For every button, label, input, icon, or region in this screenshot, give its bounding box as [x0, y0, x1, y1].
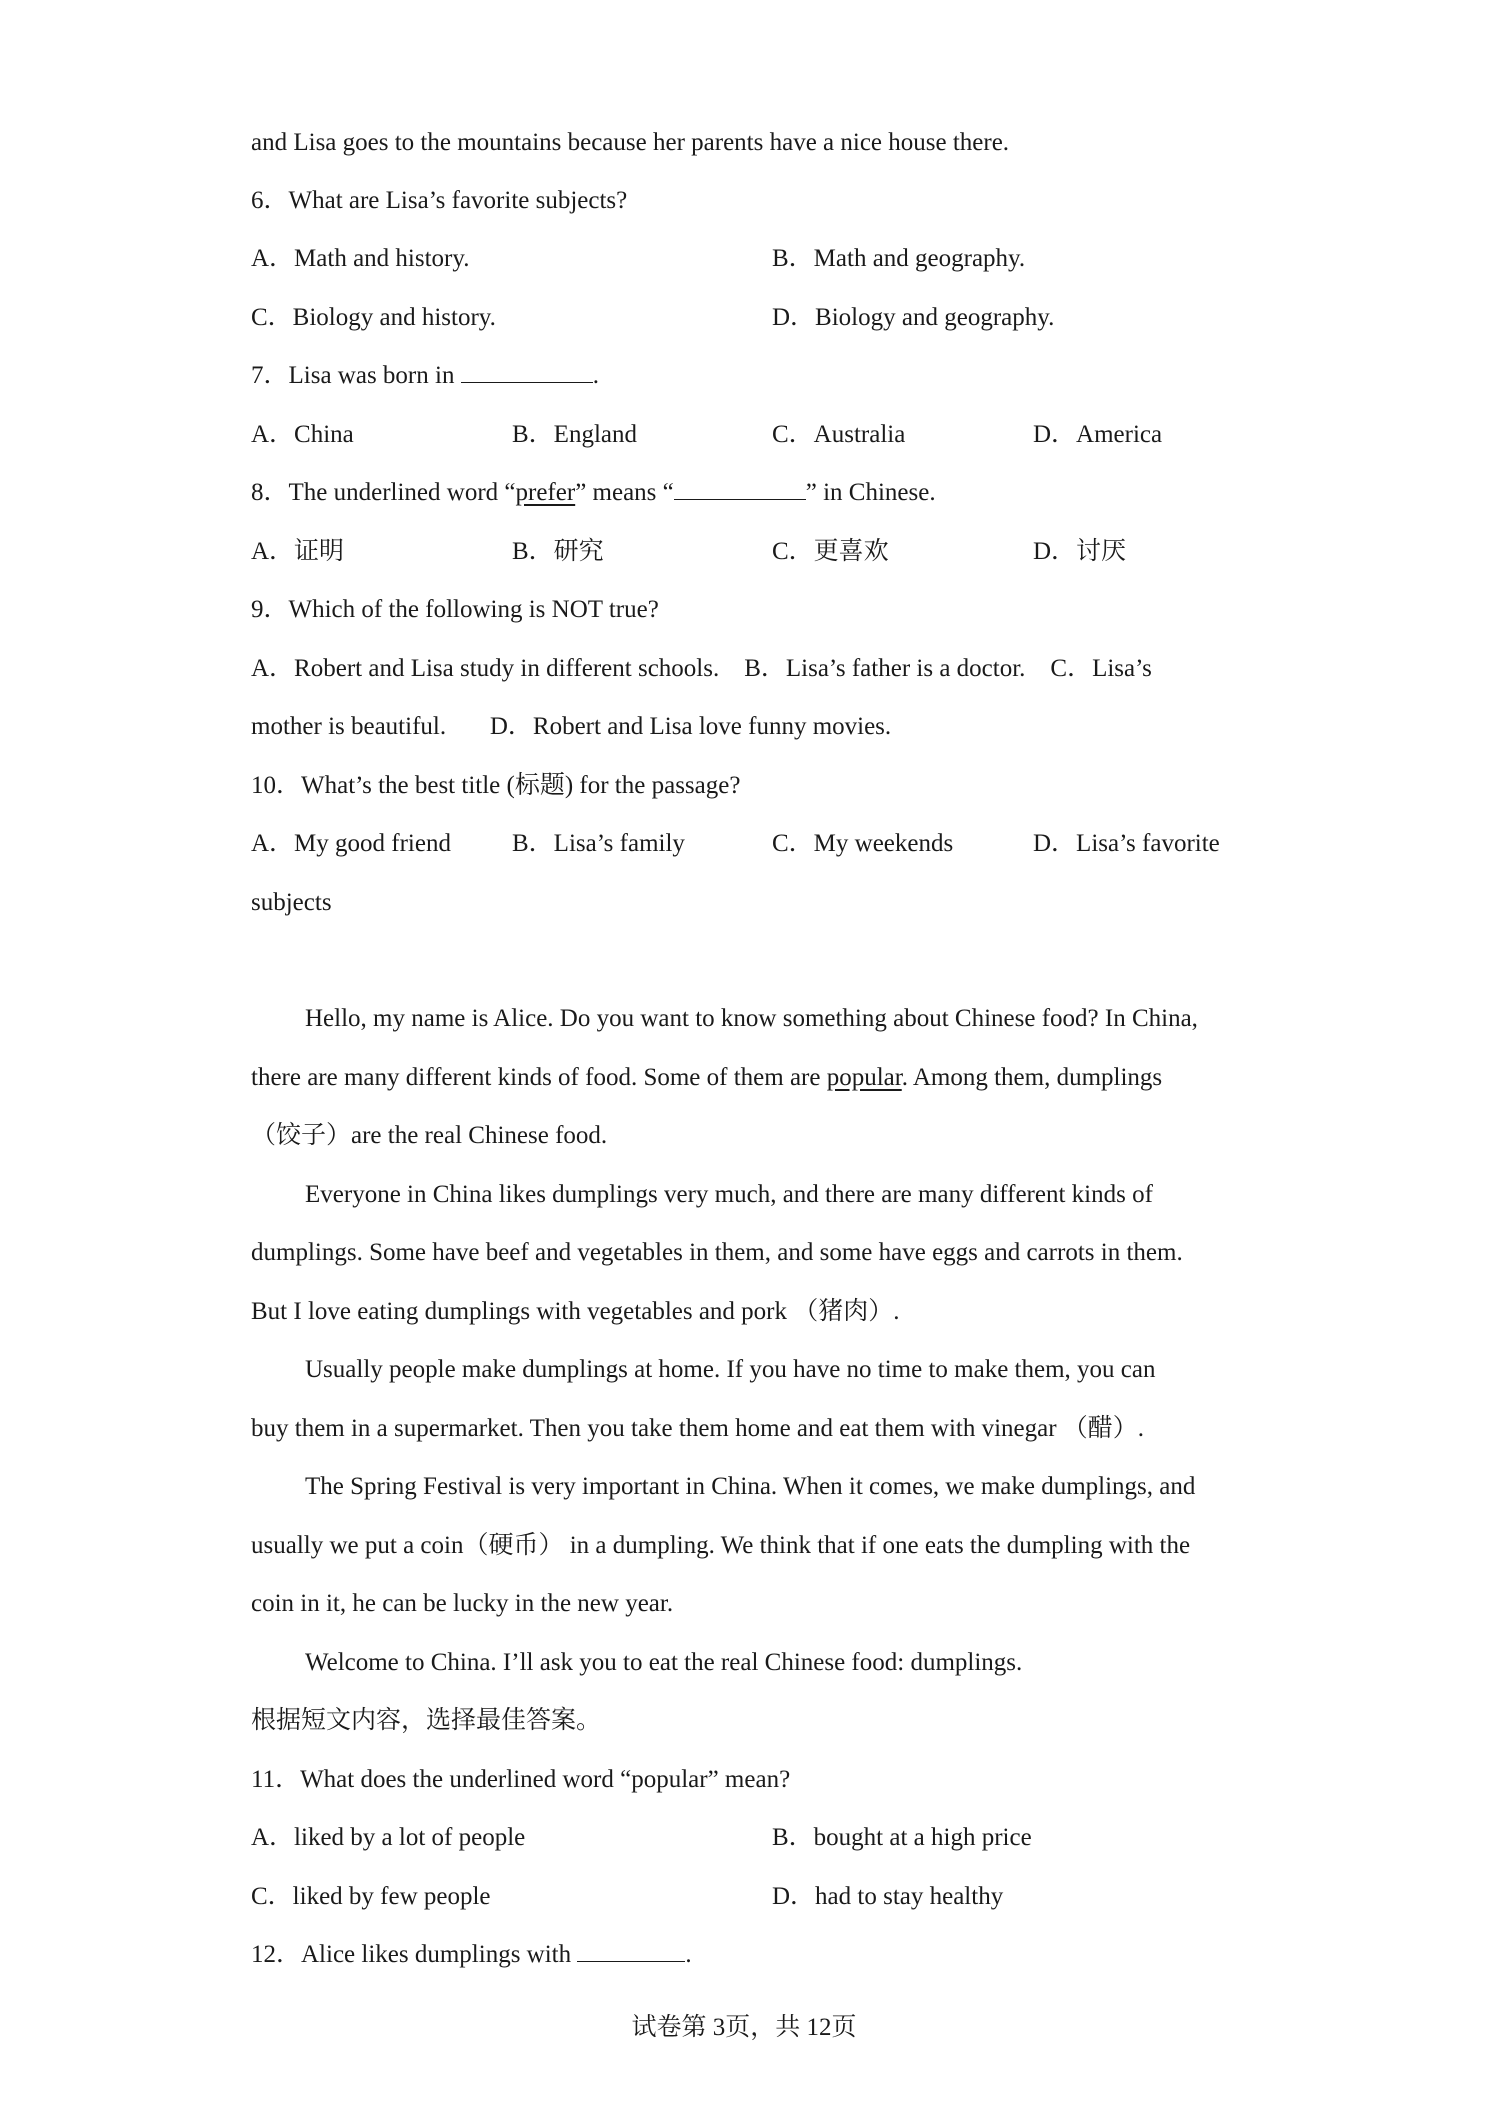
- section-instruction: 根据短文内容，选择最佳答案。: [251, 1707, 602, 1734]
- page-footer: 试卷第 3页，共 12页: [631, 2014, 857, 2041]
- q8-option-d: D．讨厌: [1033, 538, 1127, 565]
- q11-option-c: C．liked by few people: [251, 1883, 491, 1910]
- passage-paragraph-4-line-1: The Spring Festival is very important in China. When it comes, we make dumplings, and: [305, 1473, 1196, 1500]
- q8-blank: [674, 475, 806, 500]
- question-7: [251, 356, 599, 396]
- q8-underlined-word: prefer: [515, 479, 576, 506]
- q7-text: 7．Lisa was born in: [251, 362, 461, 389]
- passage-paragraph-2-line-1: Everyone in China likes dumplings very much, and there are many different kinds of: [305, 1181, 1153, 1208]
- q7-option-b: B．England: [512, 421, 637, 448]
- question-8: [251, 473, 936, 513]
- q6-option-b: B．Math and geography.: [772, 245, 1026, 272]
- q8-text-mid: ” means “: [575, 479, 674, 506]
- passage-paragraph-4-line-2: usually we put a coin（硬币） in a dumpling. We think that if one eats the dumpling with the: [251, 1532, 1191, 1559]
- passage-paragraph-2-line-2: dumplings. Some have beef and vegetables in them, and some have eggs and carrots in them.: [251, 1239, 1183, 1266]
- q10-option-c: C．My weekends: [772, 830, 954, 857]
- q11-option-b: B．bought at a high price: [772, 1824, 1032, 1851]
- question-10: 10．What’s the best title (标题) for the passage?: [251, 772, 741, 799]
- q7-option-c: C．Australia: [772, 421, 906, 448]
- q12-blank: [577, 1937, 685, 1962]
- q12-end: .: [685, 1941, 692, 1968]
- q9-options-line-2: mother is beautiful. D．Robert and Lisa love funny movies.: [251, 713, 892, 740]
- p1-text-end: . Among them, dumplings: [901, 1064, 1163, 1091]
- passage-paragraph-2-line-3: But I love eating dumplings with vegetables and pork （猪肉）.: [251, 1298, 900, 1325]
- passage-paragraph-3-line-2: buy them in a supermarket. Then you take them home and eat them with vinegar （醋）.: [251, 1415, 1145, 1442]
- q8-option-b: B．研究: [512, 538, 604, 565]
- q12-text: 12．Alice likes dumplings with: [251, 1941, 578, 1968]
- passage-paragraph-1-line-1: Hello, my name is Alice. Do you want to know something about Chinese food? In China,: [305, 1005, 1198, 1032]
- q11-option-d: D．had to stay healthy: [772, 1883, 1004, 1910]
- p1-text: there are many different kinds of food. Some of them are: [251, 1064, 827, 1091]
- passage-paragraph-3-line-1: Usually people make dumplings at home. If you have no time to make them, you can: [305, 1356, 1156, 1383]
- q9-options-line-1: A．Robert and Lisa study in different schools. B．Lisa’s father is a doctor. C．Lisa’s: [251, 655, 1152, 682]
- q8-option-a: A．证明: [251, 538, 345, 565]
- q6-option-d: D．Biology and geography.: [772, 304, 1055, 331]
- q10-option-a: A．My good friend: [251, 830, 451, 857]
- passage-paragraph-1-line-2: [251, 1058, 1162, 1098]
- passage-paragraph-5: Welcome to China. I’ll ask you to eat the real Chinese food: dumplings.: [305, 1649, 1023, 1676]
- question-11: 11．What does the underlined word “popular” mean?: [251, 1766, 791, 1793]
- passage-paragraph-4-line-3: coin in it, he can be lucky in the new year.: [251, 1590, 674, 1617]
- q10-option-d-continued: subjects: [251, 889, 332, 916]
- q6-option-a: A．Math and history.: [251, 245, 470, 272]
- q7-option-d: D．America: [1033, 421, 1163, 448]
- passage-paragraph-1-line-3: （饺子）are the real Chinese food.: [251, 1122, 608, 1149]
- question-9: 9．Which of the following is NOT true?: [251, 596, 659, 623]
- q7-end: .: [592, 362, 599, 389]
- passage-continuation: and Lisa goes to the mountains because her parents have a nice house there.: [251, 129, 1010, 156]
- q7-blank: [461, 358, 593, 383]
- q7-option-a: A．China: [251, 421, 354, 448]
- q10-option-d: D．Lisa’s favorite: [1033, 830, 1220, 857]
- underlined-word-popular: popular: [826, 1064, 902, 1091]
- q10-option-b: B．Lisa’s family: [512, 830, 685, 857]
- q8-text: 8．The underlined word “: [251, 479, 516, 506]
- q8-text-end: ” in Chinese.: [805, 479, 936, 506]
- q6-option-c: C．Biology and history.: [251, 304, 496, 331]
- question-6: 6．What are Lisa’s favorite subjects?: [251, 187, 628, 214]
- question-12: [251, 1935, 692, 1975]
- q8-option-c: C．更喜欢: [772, 538, 889, 565]
- q11-option-a: A．liked by a lot of people: [251, 1824, 526, 1851]
